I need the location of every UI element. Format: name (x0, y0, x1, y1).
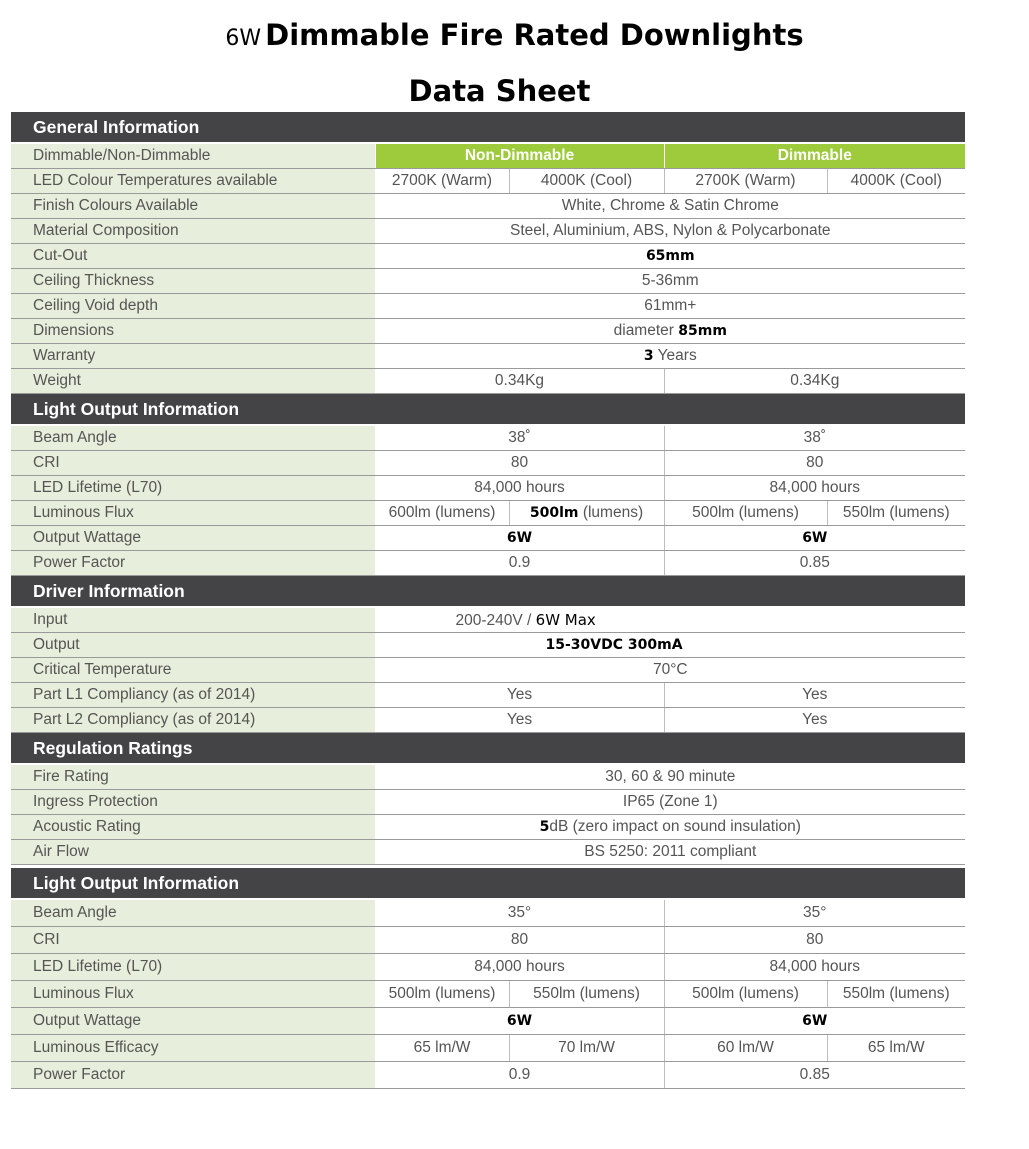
document-subtitle: Data Sheet (408, 74, 591, 108)
row-label: Luminous Flux (11, 501, 375, 526)
row-label: Output Wattage (11, 526, 375, 551)
row-label: Part L1 Compliancy (as of 2014) (11, 683, 375, 708)
cell-value: 80 (664, 451, 965, 476)
cell-value: 500lm (lumens) (664, 981, 827, 1008)
wattage-value: 6W (802, 530, 828, 546)
table-row (11, 425, 965, 451)
cell-value: 60 lm/W (664, 1035, 827, 1062)
table-row (11, 219, 965, 244)
row-label: LED Colour Temperatures available (11, 169, 375, 194)
acoustic-number: 5 (539, 819, 550, 835)
table-row (11, 501, 965, 526)
input-max: 6W Max (535, 610, 596, 629)
table-row (11, 683, 965, 708)
cell-value: 0.34Kg (375, 369, 664, 394)
row-label: Acoustic Rating (11, 815, 375, 840)
table-row (11, 476, 965, 501)
cell-value: 550lm (lumens) (509, 981, 664, 1008)
row-label: Output Wattage (11, 1008, 375, 1035)
row-label: Input (11, 607, 375, 633)
row-label: Beam Angle (11, 899, 375, 927)
cell-value: Yes (664, 708, 965, 733)
cell-value: 500lm (lumens) (375, 981, 509, 1008)
table-row (11, 526, 965, 551)
cell-value: Yes (375, 708, 664, 733)
table-row (11, 143, 965, 169)
warranty-unit: Years (657, 347, 697, 364)
section-header-driver: Driver Information (11, 576, 965, 608)
output-value: 15-30VDC 300mA (545, 637, 683, 653)
table-row (11, 1035, 965, 1062)
cell-value: 65 lm/W (375, 1035, 509, 1062)
row-label: Warranty (11, 344, 375, 369)
table-row (11, 319, 965, 344)
cell-value: 600lm (lumens) (375, 501, 509, 526)
row-label: Part L2 Compliancy (as of 2014) (11, 708, 375, 733)
cell-value: 70°C (375, 658, 965, 683)
row-label: Ingress Protection (11, 790, 375, 815)
cell-value: 80 (375, 927, 664, 954)
cell-value: 5-36mm (375, 269, 965, 294)
document-title (0, 18, 1029, 52)
cell-value (375, 244, 965, 269)
table-row (11, 708, 965, 733)
row-label: Power Factor (11, 551, 375, 576)
cell-value: 2700K (Warm) (664, 169, 827, 194)
table-row (11, 1008, 965, 1035)
row-label: Output (11, 633, 375, 658)
cell-value: 0.85 (664, 1062, 965, 1089)
data-sheet-table-2 (11, 868, 965, 1089)
cell-value: 80 (375, 451, 664, 476)
cell-value: Steel, Aluminium, ABS, Nylon & Polycarbonate (375, 219, 965, 244)
title-prefix: 6W (225, 26, 262, 51)
cell-value (375, 319, 965, 344)
table-row (11, 451, 965, 476)
warranty-number: 3 (643, 348, 654, 364)
row-label: Fire Rating (11, 764, 375, 790)
cell-value: 70 lm/W (509, 1035, 664, 1062)
row-label: LED Lifetime (L70) (11, 476, 375, 501)
row-label: Material Composition (11, 219, 375, 244)
row-label: CRI (11, 451, 375, 476)
wattage-value: 6W (802, 1013, 828, 1029)
row-label: CRI (11, 927, 375, 954)
row-label: Luminous Efficacy (11, 1035, 375, 1062)
table-row (11, 269, 965, 294)
row-label: Finish Colours Available (11, 194, 375, 219)
row-label: Weight (11, 369, 375, 394)
cell-value: 500lm (lumens) (664, 501, 827, 526)
row-label: Air Flow (11, 840, 375, 865)
non-dimmable-header: Non-Dimmable (375, 143, 664, 169)
dimmable-header: Dimmable (664, 143, 965, 169)
section-header-general: General Information (11, 112, 965, 143)
section-header-light-output: Light Output Information (11, 394, 965, 426)
table-row (11, 344, 965, 369)
cell-value (375, 1008, 664, 1035)
row-label: Critical Temperature (11, 658, 375, 683)
cell-value (509, 501, 664, 526)
row-label: LED Lifetime (L70) (11, 954, 375, 981)
table-row (11, 369, 965, 394)
cutout-value: 65mm (645, 248, 695, 264)
input-value: 200-240V / (455, 611, 532, 629)
cell-value (664, 1008, 965, 1035)
cell-value: 84,000 hours (664, 954, 965, 981)
cell-value: 80 (664, 927, 965, 954)
table-row (11, 927, 965, 954)
cell-value: 550lm (lumens) (827, 981, 965, 1008)
section-header-regulation: Regulation Ratings (11, 733, 965, 765)
table-row (11, 633, 965, 658)
cell-value: 38˚ (375, 425, 664, 451)
table-row (11, 551, 965, 576)
table-row (11, 658, 965, 683)
cell-value: 550lm (lumens) (827, 501, 965, 526)
cell-value: Yes (375, 683, 664, 708)
table-row (11, 607, 965, 633)
table-row (11, 169, 965, 194)
data-sheet-table (11, 112, 965, 865)
cell-value (375, 633, 965, 658)
dimensions-prefix: diameter (613, 322, 674, 339)
table-row (11, 294, 965, 319)
row-label: Cut-Out (11, 244, 375, 269)
wattage-value: 6W (506, 530, 533, 546)
table-row (11, 194, 965, 219)
flux-unit: (lumens) (582, 504, 644, 521)
cell-value: 35° (375, 899, 664, 927)
cell-value (375, 344, 965, 369)
wattage-value: 6W (506, 1013, 533, 1029)
table-row (11, 764, 965, 790)
row-label: Ceiling Thickness (11, 269, 375, 294)
table-row (11, 1062, 965, 1089)
cell-value: 30, 60 & 90 minute (375, 764, 965, 790)
cell-value: 65 lm/W (827, 1035, 965, 1062)
cell-value: 35° (664, 899, 965, 927)
cell-value (375, 526, 664, 551)
cell-value: 0.85 (664, 551, 965, 576)
table-row (11, 954, 965, 981)
row-label: Dimensions (11, 319, 375, 344)
dimensions-value: 85mm (678, 323, 727, 339)
cell-value (375, 815, 965, 840)
row-label: Ceiling Void depth (11, 294, 375, 319)
cell-value: 84,000 hours (375, 954, 664, 981)
cell-value: 4000K (Cool) (827, 169, 965, 194)
table-row (11, 244, 965, 269)
cell-value: 84,000 hours (664, 476, 965, 501)
cell-value: 38˚ (664, 425, 965, 451)
cell-value: Yes (664, 683, 965, 708)
cell-value: 61mm+ (375, 294, 965, 319)
table-row (11, 981, 965, 1008)
title-main: Dimmable Fire Rated Downlights (265, 18, 804, 52)
table-row (11, 840, 965, 865)
cell-value: White, Chrome & Satin Chrome (375, 194, 965, 219)
acoustic-value: dB (zero impact on sound insulation) (549, 818, 801, 835)
table-row (11, 790, 965, 815)
table-row (11, 815, 965, 840)
flux-number: 500lm (529, 505, 579, 521)
cell-value: 2700K (Warm) (375, 169, 509, 194)
row-label: Beam Angle (11, 425, 375, 451)
row-label: Luminous Flux (11, 981, 375, 1008)
cell-value: BS 5250: 2011 compliant (375, 840, 965, 865)
cell-value: 0.9 (375, 1062, 664, 1089)
cell-value: 4000K (Cool) (509, 169, 664, 194)
row-label: Power Factor (11, 1062, 375, 1089)
section-header-light-output-2: Light Output Information (11, 868, 965, 899)
cell-value: 0.34Kg (664, 369, 965, 394)
table-row (11, 899, 965, 927)
cell-value (375, 607, 965, 633)
cell-value: 84,000 hours (375, 476, 664, 501)
cell-value: 0.9 (375, 551, 664, 576)
row-label: Dimmable/Non-Dimmable (11, 143, 375, 169)
cell-value (664, 526, 965, 551)
cell-value: IP65 (Zone 1) (375, 790, 965, 815)
